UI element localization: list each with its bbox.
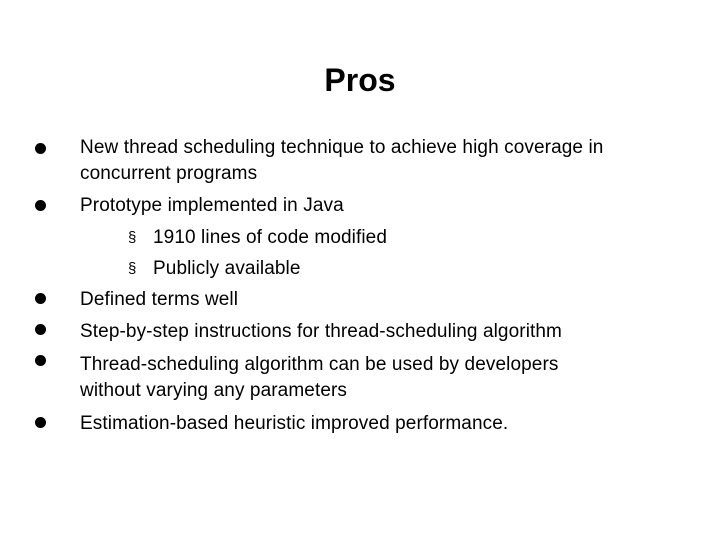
slide-title-text: Pros (324, 62, 396, 98)
bullet-2-line-1: Prototype implemented in Java (80, 195, 344, 216)
bullet-dot-icon (35, 324, 46, 335)
bullet-dot-icon (35, 417, 46, 428)
sub-bullet-2: Publicly available (153, 258, 301, 279)
bullet-dot-icon (35, 355, 46, 366)
bullet-1-line-2: concurrent programs (80, 163, 258, 184)
bullet-4-line-1: Step-by-step instructions for thread-scheduling algorithm (80, 321, 562, 342)
bullet-dot-icon (35, 143, 46, 154)
bullet-1-line-1: New thread scheduling technique to achieve high coverage in (80, 137, 604, 158)
bullet-3-line-1: Defined terms well (80, 289, 239, 310)
bullet-dot-icon (35, 293, 46, 304)
bullet-6-line-1: Estimation-based heuristic improved performance. (80, 413, 509, 434)
bullet-dot-icon (35, 200, 46, 211)
bullet-5-line-2: without varying any parameters (80, 380, 348, 401)
sub-bullet-marker-icon: § (128, 260, 137, 277)
sub-bullet-1: 1910 lines of code modified (153, 227, 388, 248)
bullet-5-line-1: Thread-scheduling algorithm can be used by developers (80, 354, 559, 375)
sub-bullet-marker-icon: § (128, 229, 137, 246)
